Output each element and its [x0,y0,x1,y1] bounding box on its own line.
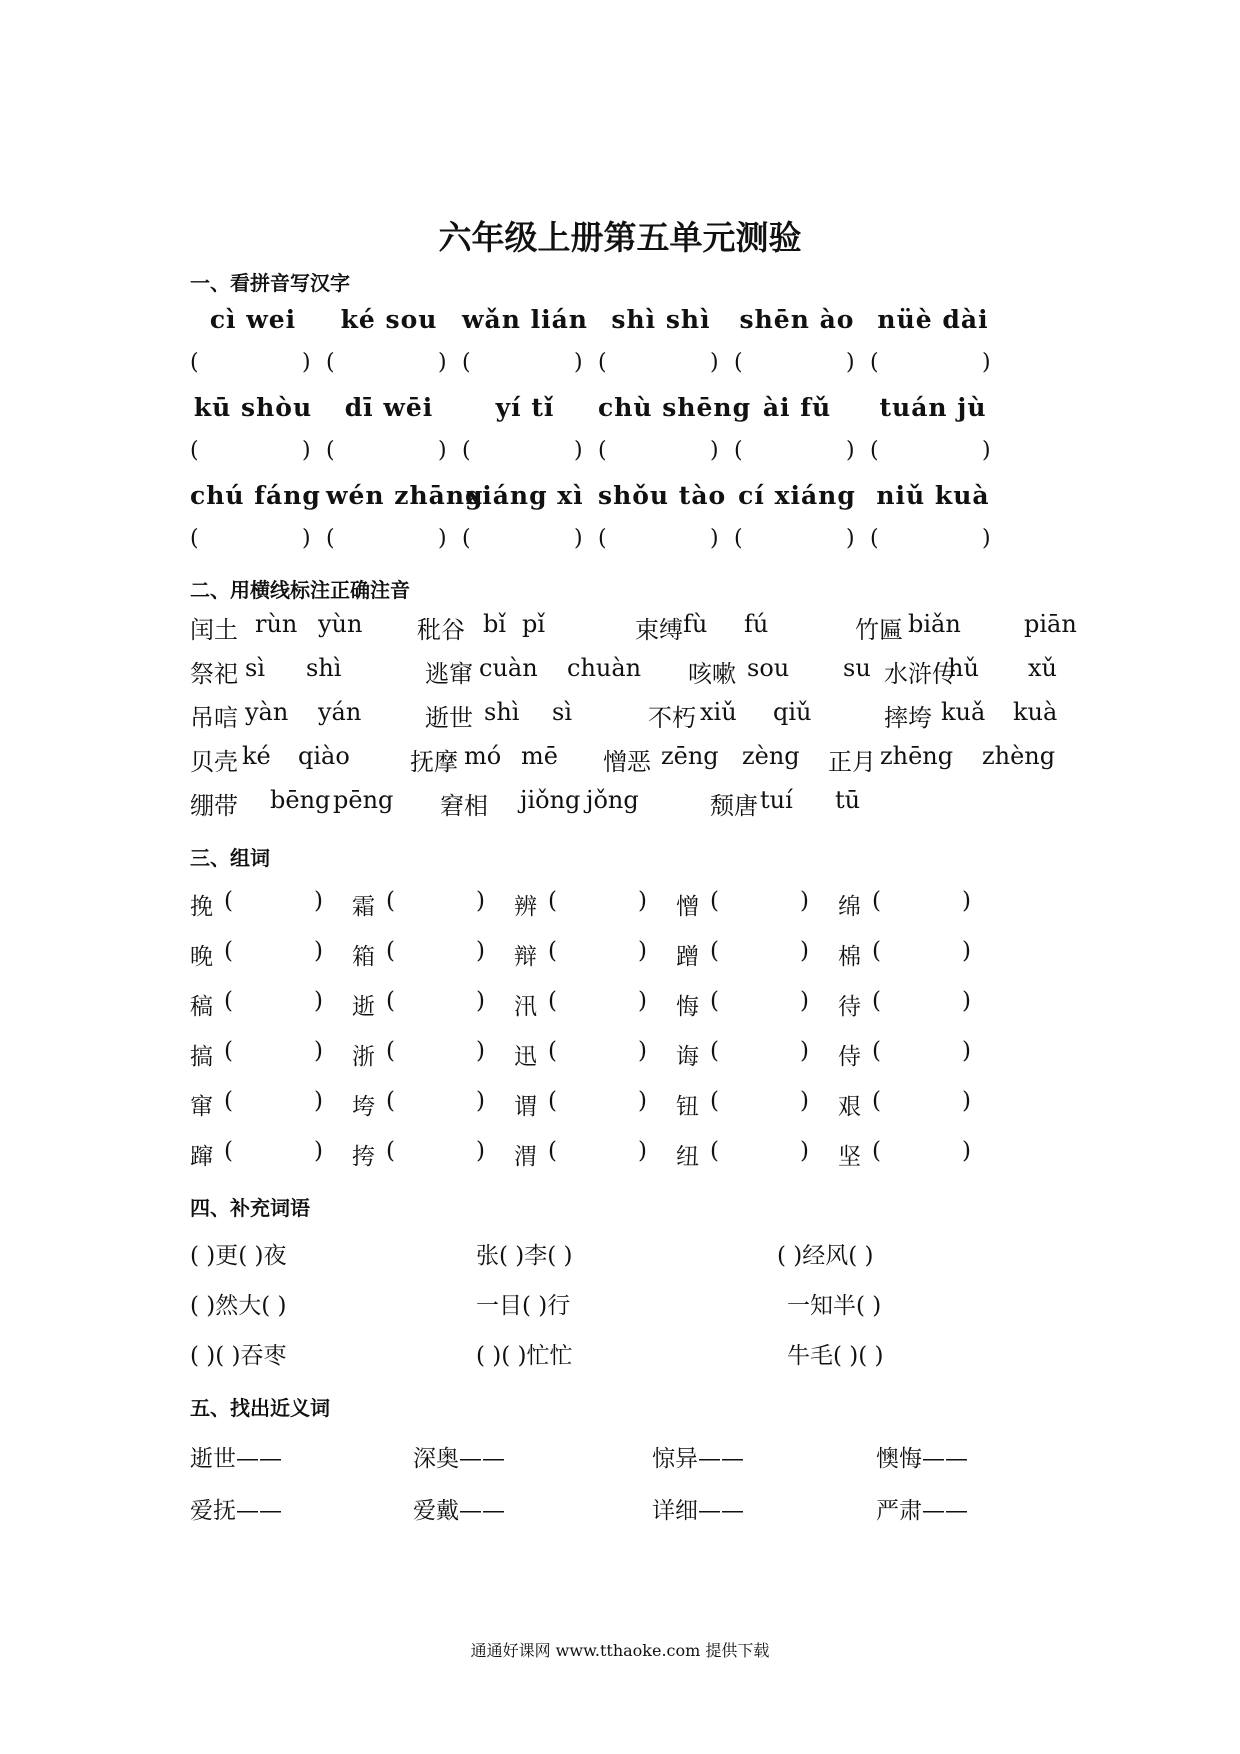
synonym-item: 深奥—— [413,1446,505,1472]
bracket-open: ( [710,1138,719,1164]
character: 挎 [352,1144,375,1170]
bracket-open: ( [872,1088,881,1114]
idiom-blank: ( )( )吞枣 [190,1343,287,1369]
bracket-close: ) [982,526,991,551]
bracket-close: ) [314,1088,323,1114]
word: 咳嗽 [688,660,736,688]
pinyin-item: kū shòu [193,393,313,422]
option-b: xǔ [1028,654,1057,682]
bracket-open: ( [734,350,743,375]
option-b: fú [744,610,769,638]
character: 浙 [352,1044,375,1070]
bracket-open: ( [710,1088,719,1114]
option-b: mē [521,742,558,770]
option-a: kuǎ [941,698,986,726]
bracket-open: ( [548,938,557,964]
option-b: tū [835,786,861,814]
pinyin-item: shēn ào [739,305,855,334]
option-b: su [843,654,871,682]
character: 汛 [514,994,537,1020]
footer-credit: 通通好课网 www.tthaoke.com 提供下载 [470,1641,770,1660]
section-1-heading: 一、看拼音写汉字 [190,271,350,295]
option-a: sou [747,654,790,682]
option-a: biǎn [908,610,961,638]
bracket-open: ( [734,526,743,551]
synonym-item: 爱戴—— [413,1498,505,1524]
bracket-open: ( [598,526,607,551]
bracket-close: ) [302,438,311,463]
bracket-close: ) [314,988,323,1014]
character: 谓 [514,1094,537,1120]
idiom-blank: ( )更( )夜 [190,1243,287,1269]
word: 束缚 [635,616,683,644]
bracket-open: ( [462,526,471,551]
option-b: kuà [1013,698,1058,726]
bracket-open: ( [872,1038,881,1064]
word: 窘相 [440,792,488,820]
bracket-close: ) [800,1138,809,1164]
bracket-open: ( [710,1038,719,1064]
option-a: rùn [255,610,298,638]
pinyin-item: wǎn lián [462,305,588,334]
bracket-close: ) [800,1088,809,1114]
bracket-close: ) [710,438,719,463]
bracket-close: ) [302,350,311,375]
word: 竹匾 [855,616,903,644]
idiom-blank: 牛毛( )( ) [787,1343,884,1369]
synonym-item: 详细—— [652,1498,744,1524]
pinyin-item: shì shì [611,305,711,334]
bracket-close: ) [314,1138,323,1164]
bracket-close: ) [438,526,447,551]
character: 蹭 [676,944,699,970]
bracket-open: ( [598,350,607,375]
synonym-item: 惊异—— [652,1446,744,1472]
bracket-open: ( [326,350,335,375]
idiom-blank: ( )( )忙忙 [476,1343,573,1369]
character: 待 [838,994,861,1020]
word: 闰土 [190,616,238,644]
bracket-open: ( [734,438,743,463]
bracket-close: ) [638,1138,647,1164]
idiom-blank: ( )然大( ) [190,1293,287,1319]
option-b: zhèng [982,742,1056,770]
bracket-close: ) [800,988,809,1014]
pinyin-item: dī wēi [344,393,434,422]
bracket-open: ( [872,888,881,914]
pinyin-item: cì wei [209,305,297,334]
bracket-close: ) [574,438,583,463]
option-b: zèng [742,742,800,770]
word: 逃窜 [425,660,473,688]
idiom-blank: ( )经风( ) [777,1243,874,1269]
bracket-close: ) [438,350,447,375]
bracket-close: ) [574,350,583,375]
bracket-close: ) [438,438,447,463]
bracket-open: ( [548,1138,557,1164]
option-a: mó [464,742,502,770]
idiom-blank: 张( )李( ) [476,1243,573,1269]
bracket-close: ) [638,1038,647,1064]
section-2-heading: 二、用横线标注正确注音 [190,578,410,602]
bracket-close: ) [476,1038,485,1064]
page-title: 六年级上册第五单元测验 [438,218,802,257]
character: 箱 [352,944,375,970]
option-b: jǒng [586,786,639,814]
option-a: hǔ [948,654,979,682]
option-a: fù [683,610,708,638]
bracket-close: ) [476,938,485,964]
option-a: zēng [661,742,719,770]
bracket-open: ( [386,1138,395,1164]
bracket-open: ( [548,988,557,1014]
bracket-open: ( [190,438,199,463]
option-b: yán [318,698,362,726]
bracket-open: ( [224,988,233,1014]
character: 霜 [352,894,375,920]
character: 棉 [838,944,861,970]
character: 挽 [190,894,213,920]
option-a: jiǒng [520,786,581,814]
bracket-open: ( [598,438,607,463]
bracket-open: ( [548,1088,557,1114]
character: 辩 [514,944,537,970]
bracket-close: ) [962,1138,971,1164]
bracket-close: ) [982,438,991,463]
bracket-open: ( [462,438,471,463]
bracket-close: ) [476,888,485,914]
bracket-close: ) [476,1088,485,1114]
bracket-open: ( [872,938,881,964]
bracket-close: ) [476,988,485,1014]
character: 搞 [190,1044,213,1070]
word: 吊唁 [190,704,238,732]
option-a: bǐ [483,610,507,638]
character: 迅 [514,1044,537,1070]
synonym-item: 逝世—— [190,1446,282,1472]
pinyin-item: cí xiáng [738,481,856,510]
character: 纽 [676,1144,699,1170]
character: 晚 [190,944,213,970]
word: 秕谷 [417,616,465,644]
bracket-open: ( [870,526,879,551]
option-a: zhēng [880,742,954,770]
option-b: shì [306,654,342,682]
option-a: cuàn [479,654,538,682]
pinyin-item: niǔ kuà [876,481,990,510]
pinyin-item: chù shēng [598,393,752,422]
bracket-open: ( [386,988,395,1014]
pinyin-item: yí tǐ [495,393,555,422]
option-a: xiǔ [700,698,737,726]
bracket-close: ) [710,350,719,375]
section-4-heading: 四、补充词语 [190,1196,310,1220]
word: 摔垮 [884,704,932,732]
option-a: tuí [760,786,793,814]
pinyin-item: tuán jù [879,393,987,422]
bracket-close: ) [800,888,809,914]
word: 正月 [828,748,876,776]
bracket-open: ( [190,526,199,551]
bracket-open: ( [548,888,557,914]
bracket-close: ) [962,888,971,914]
option-a: yàn [245,698,289,726]
section-3-heading: 三、组词 [190,846,270,870]
character: 憎 [676,894,699,920]
synonym-item: 爱抚—— [190,1498,282,1524]
bracket-close: ) [846,438,855,463]
option-a: sì [245,654,265,682]
bracket-open: ( [872,1138,881,1164]
bracket-open: ( [872,988,881,1014]
bracket-open: ( [710,988,719,1014]
bracket-open: ( [326,438,335,463]
option-b: sì [552,698,572,726]
bracket-close: ) [846,350,855,375]
bracket-close: ) [314,1038,323,1064]
character: 钮 [676,1094,699,1120]
bracket-open: ( [224,1138,233,1164]
bracket-open: ( [224,1038,233,1064]
pinyin-item: shǒu tào [598,481,727,510]
bracket-close: ) [574,526,583,551]
word: 憎恶 [603,748,651,776]
character: 稿 [190,994,213,1020]
bracket-open: ( [386,1038,395,1064]
character: 辨 [514,894,537,920]
bracket-open: ( [386,888,395,914]
pinyin-item: nüè dài [877,305,989,334]
bracket-close: ) [638,888,647,914]
pinyin-item: wén zhāng [326,481,484,510]
pinyin-item: ké sou [340,305,438,334]
bracket-close: ) [314,888,323,914]
bracket-close: ) [314,938,323,964]
character: 坚 [838,1144,861,1170]
bracket-close: ) [710,526,719,551]
option-b: yùn [318,610,363,638]
word: 祭祀 [190,660,238,688]
bracket-close: ) [302,526,311,551]
character: 艰 [838,1094,861,1120]
bracket-close: ) [800,938,809,964]
word: 逝世 [425,704,473,732]
word: 贝壳 [190,748,238,776]
bracket-open: ( [870,350,879,375]
character: 逝 [352,994,375,1020]
option-b: piān [1024,610,1077,638]
character: 绵 [838,894,861,920]
bracket-close: ) [846,526,855,551]
bracket-open: ( [224,888,233,914]
character: 侍 [838,1044,861,1070]
pinyin-item: chú fáng [190,481,321,510]
word: 不朽 [648,704,696,732]
character: 蹿 [190,1144,213,1170]
bracket-open: ( [224,938,233,964]
bracket-open: ( [190,350,199,375]
option-b: pēng [333,786,394,814]
pinyin-item: xiáng xì [466,481,584,510]
idiom-blank: 一知半( ) [787,1293,882,1319]
option-a: shì [484,698,520,726]
character: 诲 [676,1044,699,1070]
option-a: bēng [270,786,331,814]
character: 窜 [190,1094,213,1120]
bracket-open: ( [710,938,719,964]
bracket-close: ) [962,988,971,1014]
bracket-close: ) [800,1038,809,1064]
character: 渭 [514,1144,537,1170]
bracket-open: ( [548,1038,557,1064]
option-b: chuàn [567,654,642,682]
section-5-heading: 五、找出近义词 [190,1396,330,1420]
word: 抚摩 [410,748,458,776]
bracket-open: ( [326,526,335,551]
bracket-close: ) [638,988,647,1014]
option-b: qiào [298,742,350,770]
bracket-close: ) [476,1138,485,1164]
bracket-open: ( [870,438,879,463]
bracket-close: ) [962,1038,971,1064]
option-b: pǐ [522,610,546,638]
bracket-open: ( [462,350,471,375]
bracket-close: ) [638,1088,647,1114]
word: 水浒传 [884,660,956,688]
synonym-item: 懊悔—— [876,1446,968,1472]
bracket-close: ) [638,938,647,964]
synonym-item: 严肃—— [876,1498,968,1524]
word: 绷带 [190,792,238,820]
pinyin-item: ài fǔ [762,393,832,422]
option-a: ké [242,742,271,770]
word: 颓唐 [710,792,758,820]
character: 悔 [676,994,699,1020]
bracket-close: ) [962,1088,971,1114]
bracket-open: ( [710,888,719,914]
bracket-open: ( [224,1088,233,1114]
bracket-close: ) [962,938,971,964]
bracket-close: ) [982,350,991,375]
bracket-open: ( [386,1088,395,1114]
bracket-open: ( [386,938,395,964]
idiom-blank: 一目( )行 [476,1293,571,1319]
option-b: qiǔ [773,698,812,726]
character: 垮 [352,1094,375,1120]
